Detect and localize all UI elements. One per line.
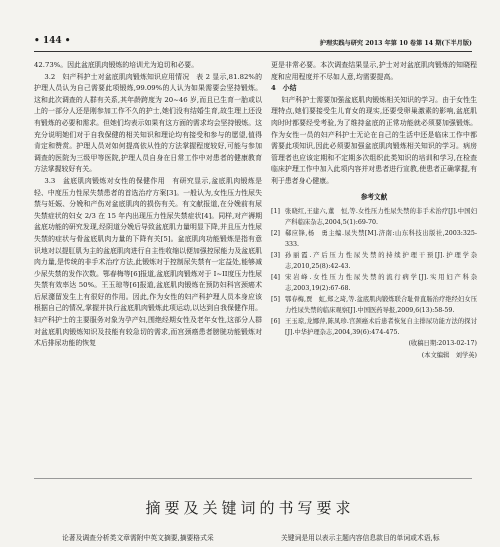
- section-heading: 4 小结: [271, 84, 297, 93]
- page-number: • 144 •: [34, 36, 71, 46]
- page-header: [34, 8, 472, 52]
- paragraph: 更是非常必要。本次调查结果显示,护士对对盆底肌肉锻炼的知晓程度和应用程度并不尽如人意,均需要提高。: [271, 61, 477, 81]
- reference-text: 孙丽霞.产后压力性尿失禁的持续护理干预[J].护理学杂志,2010,25(8):42-43.: [285, 252, 477, 271]
- reference-text: 郗应锋,杨 勇主编.尿失禁[M].济南:山东科技出版社,2003:325-333.: [285, 230, 477, 249]
- section-title: 摘要及关键词的书写要求: [145, 499, 355, 517]
- reference-item: [271, 228, 477, 250]
- reference-number: [5]: [271, 296, 280, 304]
- reference-number: [3]: [271, 252, 280, 260]
- left-column: [34, 60, 262, 350]
- reference-number: [6]: [271, 318, 280, 326]
- header-rule: [34, 51, 472, 52]
- references-title: 参考文献: [360, 192, 388, 201]
- reference-number: [2]: [271, 230, 280, 238]
- paragraph: 3.3 盆底肌肉锻炼对女性的保健作用 有研究显示,盆底肌肉锻炼是轻、中度压力性尿失禁患者的首选治疗方案[3]。一般认为,女性压力性尿失禁与妊娠、分娩和产伤对盆底肌肉的损伤有关。有文献报道,在分娩前有尿失禁症状的妇女 2/3 在 15 年内出现压力性尿失禁症状[4]。同样,对产褥期盆底功能的研究发现,经阴道分娩后导致盆底肌力量明显下降,并且压力性尿失禁的症状与骨盆底肌肉力量的下降有关[5]。盆底肌肉功能锻炼是指有意识地对以提肛肌为主的盆底肌肉进行自主性收缩以便加强控尿能力及盆底肌肉力量,是传统的非手术治疗方法,此锻炼对于控制尿失禁有一定益处,能够减少尿失禁的发作次数。鄂春梅等[6]报道,盆底肌肉锻炼对于 I~II度压力性尿失禁有效率达 50%。王玉琼等[6]报道,盆底肌肉锻炼在预防妇科宫颈癌术后尿潴留发生上有很好的作用。因此,作为女性的妇产科护理人员本身应该根据自己的情况,掌握并执行盆底肌肉锻炼此项运动,以达到自我保健作用。妇产科护士的主要服务对象为孕产妇,围绝经期女性及老年女性,这部分人群对盆底肌肉锻炼知识及技能有较急切的需求,而宫颈癌患者膀胱功能锻炼对术后排尿功能的恢复: [34, 176, 262, 348]
- reference-text: 宋岩峰.女性压力性尿失禁的流行病学[J].实用妇产科杂志,2003,19(2):67-68.: [285, 274, 477, 293]
- paragraph: 42.73%。因此盆底肌肉锻炼的培训尤为迫切和必要。: [34, 61, 199, 69]
- section-divider: [34, 478, 472, 479]
- bottom-left-text: 论著及调查分析类文章需附中英文摘要,摘要格式采: [62, 534, 214, 542]
- reference-item: [271, 272, 477, 294]
- editor-note: (本文编辑 刘学英): [421, 351, 477, 359]
- summary-paragraph: 妇产科护士需要加强盆底肌肉锻炼相关知识的学习。由于女性生理特点,她们要接受生儿育女的现实,还要受卵巢激素的影响,盆底肌肉时时都要经受考验,为了维持盆底的正常功能就必须要加强锻炼。作为女性一员的妇产科护士无论在自己的生活中还是临床工作中都需要此项知识,因此必须要加强盆底肌肉锻炼相关知识的学习。病房管理者也应该定期和不定期多次组织此类知识的培训和学习,在检查临床护理工作中加入此项内容并对患者进行宣教,使患者正确掌握,有利于患者身心健康。: [271, 95, 477, 185]
- reference-number: [1]: [271, 208, 280, 216]
- reference-text: 鄂春梅,贾 虹,郑之琦,等.盆底肌肉锻炼联合耻骨直肠治疗绝经妇女压力性尿失禁的临床观察[J].中国医药导报,2009,6(13):58-59.: [285, 296, 477, 315]
- journal-title: 护理实践与研究 2013 年第 10 卷第 14 期(下半月版): [319, 40, 472, 47]
- received-date: (收稿日期:2013-02-17): [408, 340, 477, 348]
- reference-item: [271, 316, 477, 338]
- reference-item: [271, 294, 477, 316]
- reference-number: [4]: [271, 274, 280, 282]
- reference-item: [271, 206, 477, 228]
- reference-text: 王玉琼,龙娜萍,陈凤珍.宫颈癌术后患者恢复自主排尿功能方法的探讨[J].中华护理杂志,2004,39(6):474-475.: [285, 318, 477, 337]
- bottom-right-text: 关键词是用以表示主题内容信息款目的单词或术语,标: [281, 534, 440, 542]
- paragraph: 3.2 妇产科护士对盆底肌肉锻炼知识应用情况 表 2 显示,81.82%的护理人员认为自己需要此项锻炼,99.09%的人认为如果需要会坚持锻炼。这和此次调查的人群有关系,其年龄跨度为 20~46 岁,而且已生育一胎或以上的一部分人还是刚参加工作不久的护士,她们没有结婚生育,故生理上还没有锻炼的必要和需求。但她们均表示如果有这方面的需求均会坚持锻炼。这充分说明她们对于自我保健的相关知识和理论均有接受和参与的愿望,值得肯定和赞赏。护理人员对如何提高依从性的方法掌握程度较好,可能与参加调查的医院为三级甲等医院,护理人员自身在日常工作中对患者的健康教育方法掌握较好有关。: [34, 72, 262, 174]
- right-column: [271, 60, 477, 361]
- reference-text: 张晓红,王建六,董 恒,等.女性压力性尿失禁的非手术治疗[J].中国妇产科临床杂志,2004,5(1):69-70.: [285, 208, 477, 227]
- reference-item: [271, 250, 477, 272]
